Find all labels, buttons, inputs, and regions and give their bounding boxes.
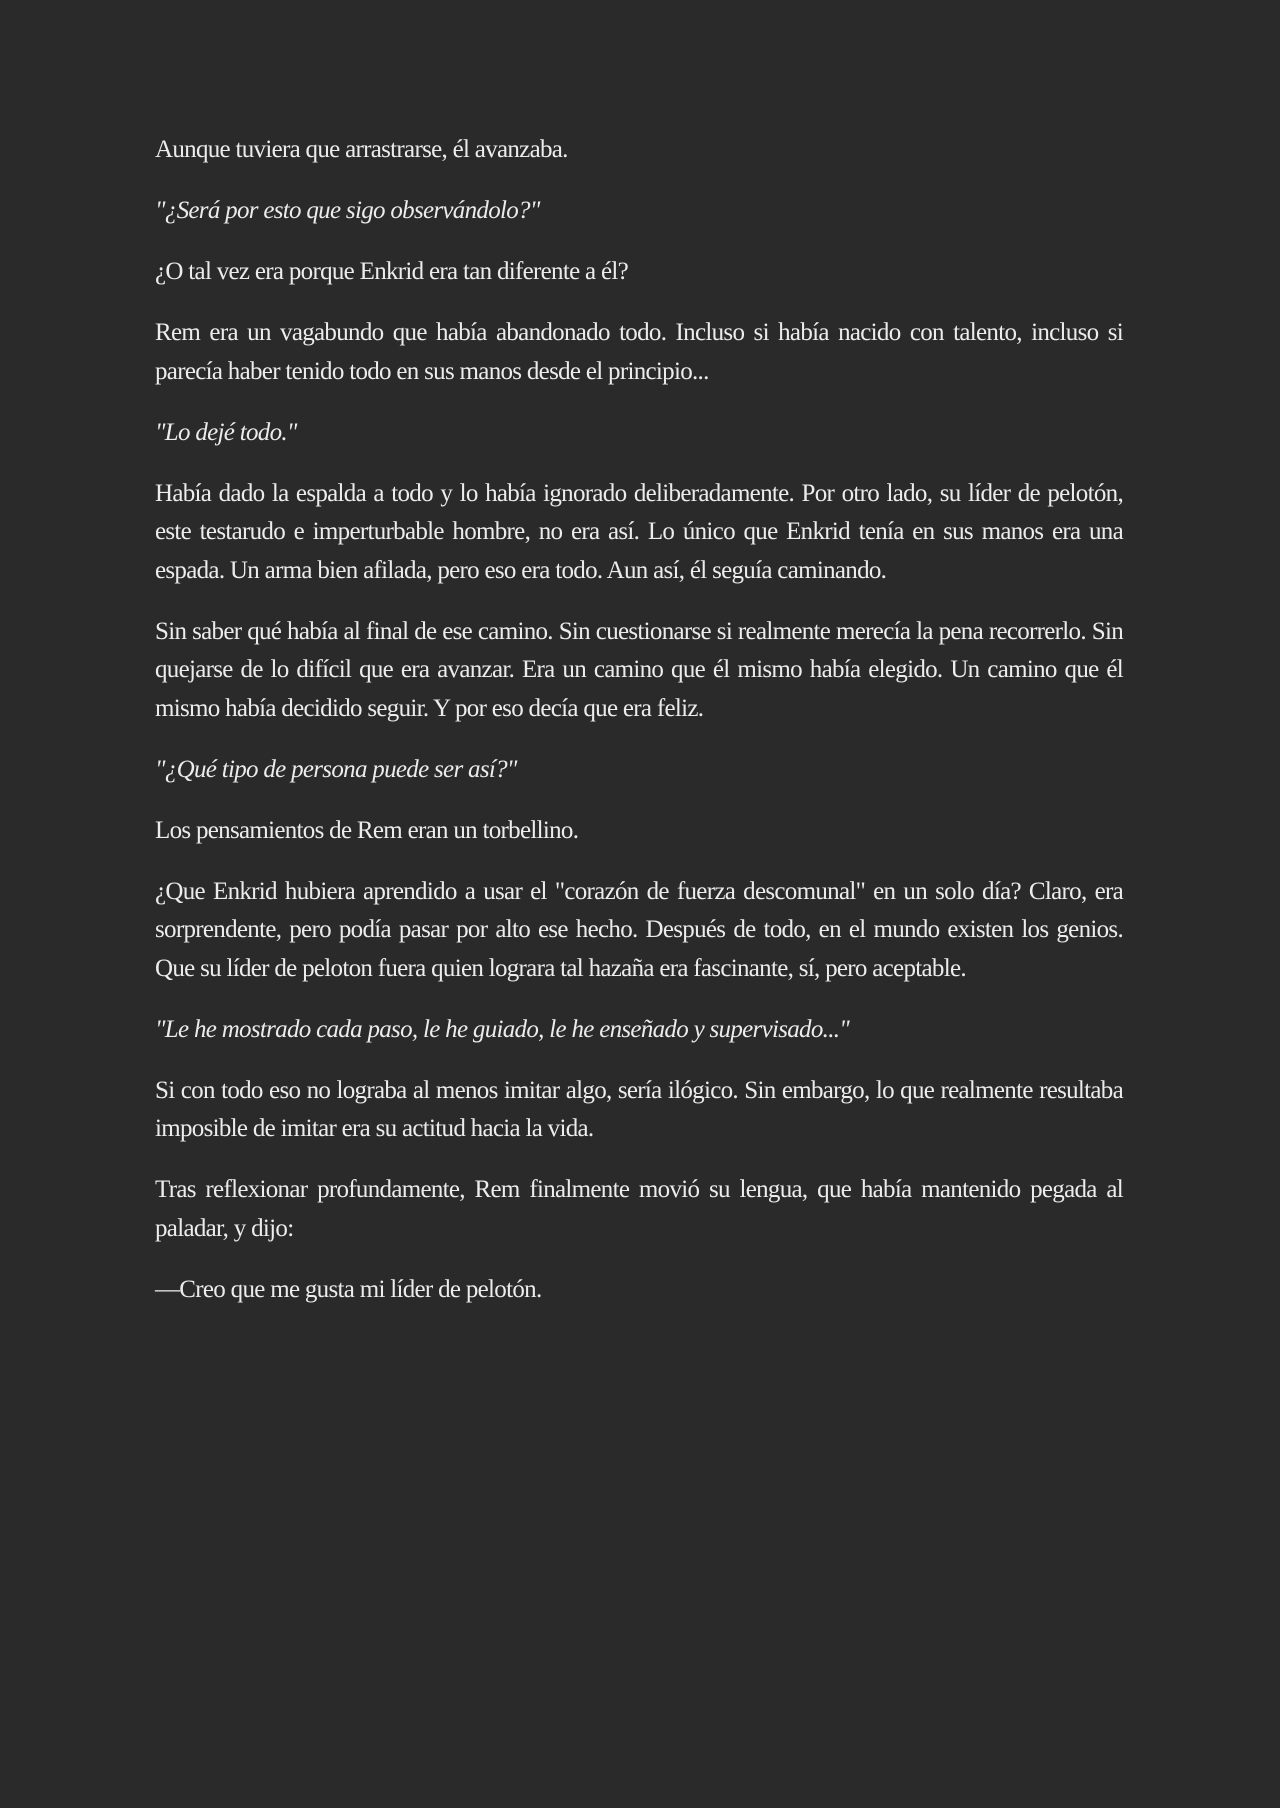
dialogue-paragraph: —Creo que me gusta mi líder de pelotón. [155, 1275, 542, 1303]
paragraph: ¿Que Enkrid hubiera aprendido a usar el "corazón de fuerza descomunal" en un solo día? Claro, era sorprendente, pero podía pasar por alto ese hecho. Después de todo, en el mundo existen los genios. Que su líder de peloton fuera quien lograra tal hazaña era fascinante, sí, pero aceptable. [155, 877, 1123, 982]
paragraph: Había dado la espalda a todo y lo había ignorado deliberadamente. Por otro lado, su líder de pelotón, este testarudo e imperturbable hombre, no era así. Lo único que Enkrid tenía en sus manos era una espada. Un arma bien afilada, pero eso era todo. Aun así, él seguía caminando. [155, 479, 1123, 584]
paragraph: Aunque tuviera que arrastrarse, él avanzaba. [155, 136, 568, 163]
thought-paragraph: "¿Qué tipo de persona puede ser así?" [155, 755, 517, 783]
paragraph: Los pensamientos de Rem eran un torbellino. [155, 816, 579, 844]
thought-paragraph: "¿Será por esto que sigo observándolo?" [155, 197, 540, 224]
paragraph: Si con todo eso no lograba al menos imitar algo, sería ilógico. Sin embargo, lo que realmente resultaba imposible de imitar era su actitud hacia la vida. [155, 1076, 1123, 1142]
document-body [155, 131, 1123, 1332]
paragraph: Sin saber qué había al final de ese camino. Sin cuestionarse si realmente merecía la pena recorrerlo. Sin quejarse de lo difícil que era avanzar. Era un camino que él mismo había elegido. Un camino que él mismo había decidido seguir. Y por eso decía que era feliz. [155, 617, 1123, 722]
thought-paragraph: "Lo dejé todo." [155, 418, 297, 446]
paragraph: Tras reflexionar profundamente, Rem finalmente movió su lengua, que había mantenido pegada al paladar, y dijo: [155, 1176, 1123, 1242]
paragraph: ¿O tal vez era porque Enkrid era tan diferente a él? [155, 258, 629, 285]
paragraph: Rem era un vagabundo que había abandonado todo. Incluso si había nacido con talento, incluso si parecía haber tenido todo en sus manos desde el principio... [155, 319, 1123, 385]
thought-paragraph: "Le he mostrado cada paso, le he guiado, le he enseñado y supervisado..." [155, 1015, 850, 1043]
